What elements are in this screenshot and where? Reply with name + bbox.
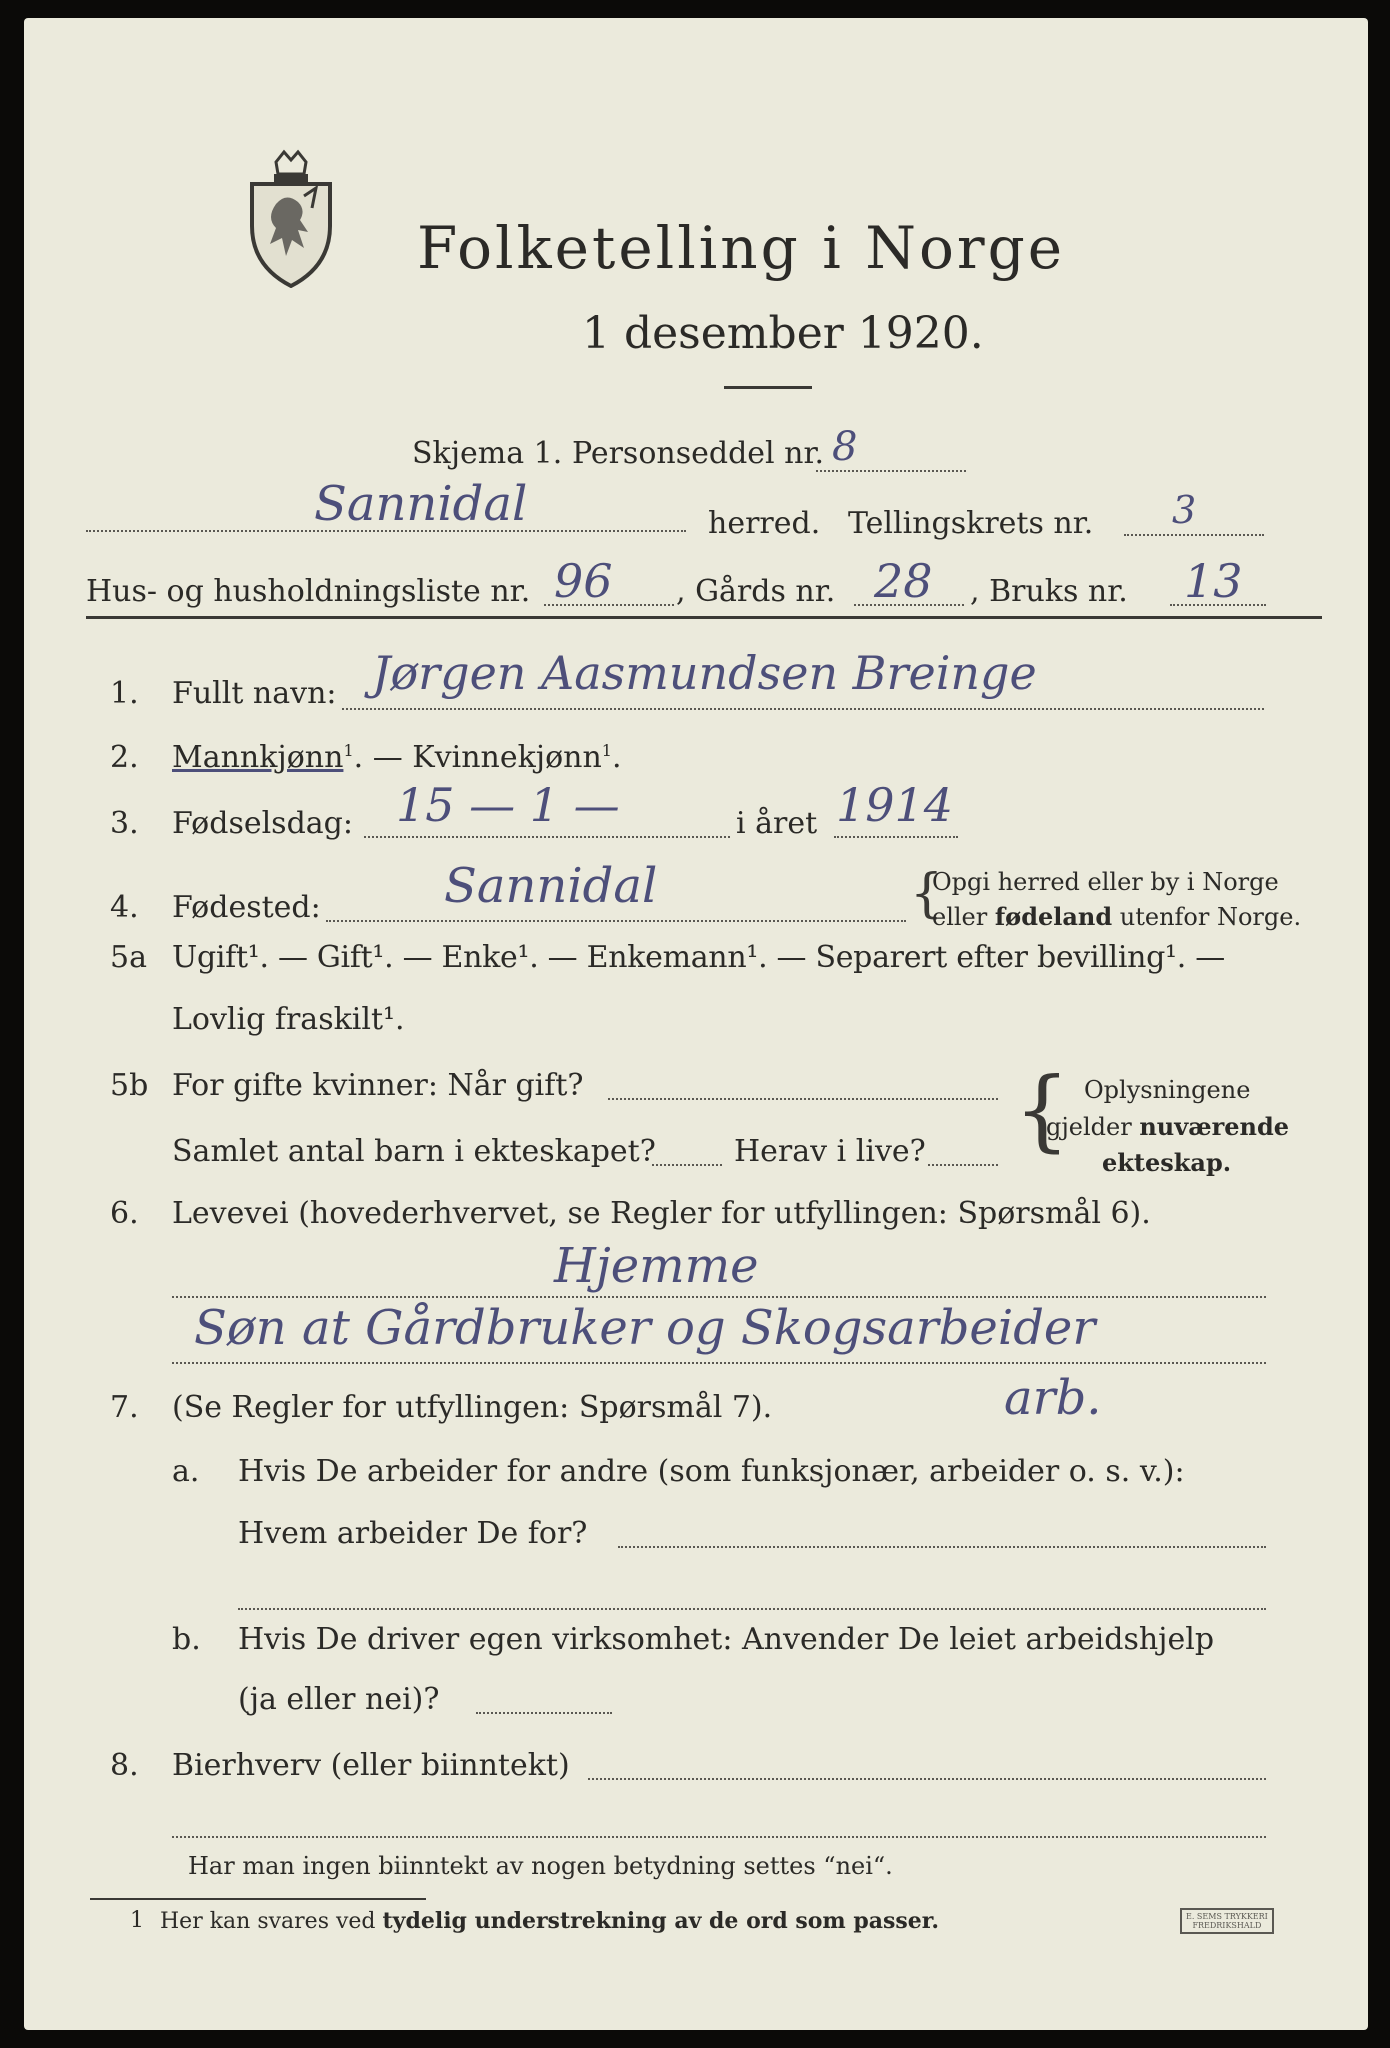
q6-label: Levevei (hovederhvervet, se Regler for utfyllingen: Spørsmål 6). (172, 1196, 1151, 1231)
census-form-sheet (24, 18, 1368, 2030)
q7a-letter: a. (172, 1454, 200, 1489)
q7b-answer-line[interactable] (476, 1712, 612, 1714)
q3-year-line (834, 836, 958, 838)
q7b-letter: b. (172, 1622, 201, 1657)
husliste-label: Hus- og husholdningsliste nr. (86, 574, 531, 609)
q6-number: 6. (110, 1196, 139, 1231)
q4-number: 4. (110, 890, 139, 925)
q6-value-line2[interactable]: Søn at Gårdbruker og Skogsarbeider (194, 1300, 1096, 1356)
tellingskrets-label: Tellingskrets nr. (848, 506, 1094, 541)
q8-note: Har man ingen biinntekt av nogen betydning settes “nei“. (188, 1852, 893, 1880)
q3-label: Fødselsdag: (172, 806, 353, 841)
q5b-alive-label: Herav i live? (734, 1134, 926, 1169)
husliste-value[interactable]: 96 (554, 554, 613, 608)
q5b-note-text: gjelder (1046, 1113, 1140, 1141)
q7b-line1: Hvis De driver egen virksomhet: Anvender De leiet arbeidshjelp (238, 1622, 1215, 1657)
q5a-number: 5a (110, 940, 147, 975)
footnote-text (160, 1908, 939, 1934)
footnote-text-bold: tydelig understrekning (382, 1908, 667, 1934)
q7b-line2: (ja eller nei)? (238, 1682, 440, 1717)
bruks-value[interactable]: 13 (1184, 554, 1243, 608)
q7a-line1: Hvis De arbeider for andre (som funksjonær, arbeider o. s. v.): (238, 1454, 1185, 1489)
q5a-options-line2[interactable]: Lovlig fraskilt¹. (172, 1002, 405, 1037)
q3-value[interactable]: 15 — 1 — (396, 778, 620, 832)
skjema-label: Skjema 1. (412, 436, 563, 471)
q6-line-1 (172, 1296, 1266, 1298)
norwegian-coat-of-arms-icon (246, 148, 336, 288)
q1-line (342, 708, 1264, 710)
q5b-note-bold: nuværende (1139, 1112, 1290, 1141)
q3-year-value[interactable]: 1914 (836, 778, 954, 832)
personseddel-label: Personseddel nr. (572, 436, 825, 471)
q3-number: 3. (110, 806, 139, 841)
q8-label: Bierhverv (eller biinntekt) (172, 1748, 570, 1783)
q4-label: Fødested: (172, 890, 321, 925)
personseddel-line (816, 470, 966, 472)
title-divider (724, 386, 812, 389)
q7a-answer-line-2[interactable] (238, 1608, 1266, 1610)
q8-answer-line[interactable] (588, 1778, 1266, 1780)
tellingskrets-value[interactable]: 3 (1172, 488, 1197, 532)
q5b-married-line (608, 1098, 998, 1100)
q4-note-line2 (932, 902, 1301, 931)
q5b-children-line (652, 1164, 722, 1166)
q6-value-line3[interactable]: arb. (1004, 1370, 1102, 1426)
q2-male-option[interactable]: Mannkjønn (172, 740, 344, 775)
q7a-answer-line[interactable] (618, 1546, 1266, 1548)
q2-footnote-mark-2: 1 (601, 741, 612, 760)
header-rule (86, 616, 1322, 619)
q4-note-line1: Opgi herred eller by i Norge (932, 868, 1279, 896)
q1-label: Fullt navn: (172, 676, 337, 711)
q4-note-brace: { (910, 864, 944, 924)
q5b-note-line2 (1046, 1112, 1289, 1141)
personseddel-value[interactable]: 8 (832, 424, 858, 470)
footnote-marker: 1 (130, 1908, 144, 1933)
tellingskrets-line (1124, 534, 1264, 536)
bruks-label: , Bruks nr. (970, 574, 1128, 609)
printer-stamp (1180, 1908, 1274, 1934)
printer-stamp-line2: FREDRIKSHALD (1192, 1921, 1262, 1930)
q1-number: 1. (110, 676, 139, 711)
q1-value[interactable]: Jørgen Aasmundsen Breinge (372, 646, 1037, 700)
herred-value[interactable]: Sannidal (314, 476, 528, 532)
q6-line-2 (172, 1362, 1266, 1364)
q3-year-label: i året (736, 806, 818, 841)
q2-female-option[interactable]: . — Kvinnekjønn (353, 740, 602, 775)
q4-value[interactable]: Sannidal (444, 858, 658, 914)
form-subtitle: 1 desember 1920. (582, 308, 984, 359)
q6-value-line1[interactable]: Hjemme (554, 1238, 759, 1294)
q7-number: 7. (110, 1390, 139, 1425)
q7-label: (Se Regler for utfyllingen: Spørsmål 7). (172, 1390, 773, 1425)
q8-answer-line-2[interactable] (172, 1836, 1266, 1838)
q5b-note-line3: ekteskap. (1102, 1148, 1232, 1177)
q4-note-text-end: utenfor Norge. (1112, 903, 1302, 931)
q5b-line1-label: For gifte kvinner: Når gift? (172, 1068, 584, 1103)
q4-note-text: eller (932, 903, 995, 931)
q5b-alive-line (928, 1164, 998, 1166)
q5b-note-line1: Oplysningene (1084, 1076, 1251, 1104)
q4-line (326, 920, 906, 922)
form-title: Folketelling i Norge (417, 214, 1066, 282)
q2-footnote-mark-1: 1 (343, 741, 354, 760)
q5b-number: 5b (110, 1068, 149, 1103)
footnote-text-start: Her kan svares ved (160, 1909, 383, 1934)
q2-end: . (611, 740, 622, 775)
herred-label: herred. (708, 506, 821, 541)
gards-value[interactable]: 28 (874, 554, 933, 608)
q2-options (172, 740, 622, 775)
q5a-options-line1[interactable]: Ugift¹. — Gift¹. — Enke¹. — Enkemann¹. — Separert efter bevilling¹. — (172, 940, 1225, 975)
footnote-text-end: av de ord som passer. (666, 1908, 940, 1934)
q2-number: 2. (110, 740, 139, 775)
q7a-line2: Hvem arbeider De for? (238, 1516, 588, 1551)
footnote-rule (90, 1898, 426, 1900)
printer-stamp-line1: E. SEMS TRYKKERI (1186, 1912, 1268, 1921)
q5b-note-brace: { (1014, 1058, 1070, 1161)
q8-number: 8. (110, 1748, 139, 1783)
gards-label: , Gårds nr. (676, 574, 836, 609)
q4-note-bold: fødeland (994, 902, 1113, 931)
q3-date-line (364, 836, 730, 838)
q5b-children-label: Samlet antal barn i ekteskapet? (172, 1134, 656, 1169)
